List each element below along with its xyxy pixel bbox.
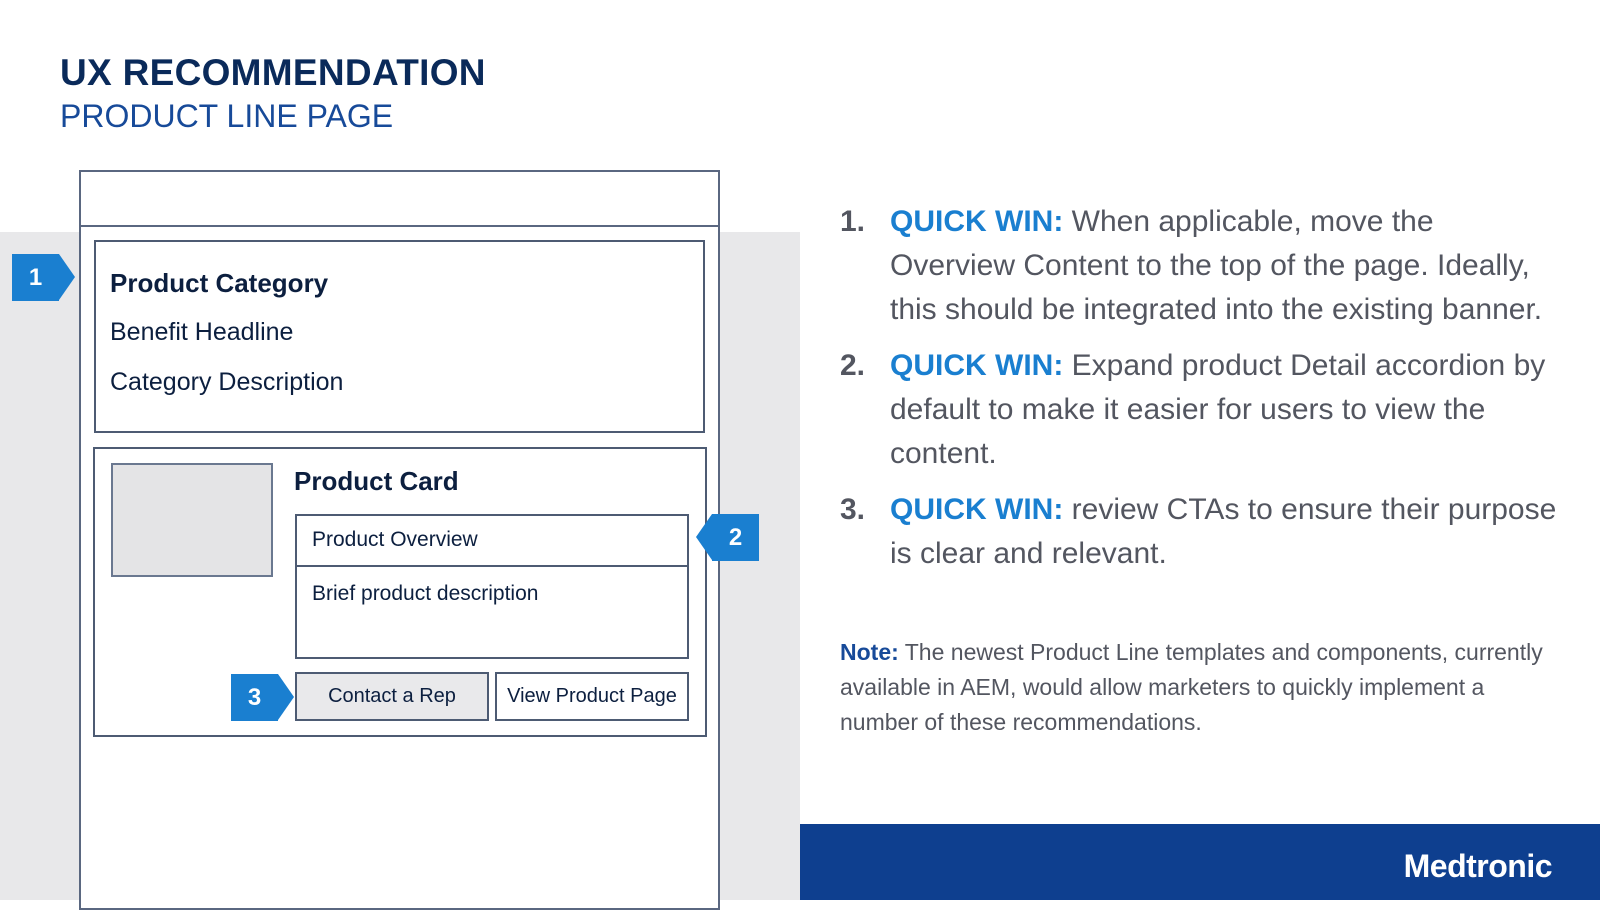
slide-subtitle: PRODUCT LINE PAGE: [60, 98, 394, 134]
callout-marker-3: 3: [231, 674, 278, 721]
benefit-headline: Benefit Headline: [110, 318, 294, 346]
recommendation-item: [840, 488, 1560, 576]
accordion-divider: [297, 565, 687, 567]
slide-title: UX RECOMMENDATION: [60, 52, 486, 93]
callout-marker-2: 2: [712, 514, 759, 561]
product-image-placeholder: [111, 463, 273, 577]
quick-win-tag: QUICK WIN:: [890, 205, 1064, 238]
category-description: Category Description: [110, 368, 344, 396]
product-card-title: Product Card: [294, 466, 459, 496]
recommendation-number: 1.: [840, 205, 866, 238]
view-product-page-button[interactable]: View Product Page: [495, 672, 689, 721]
callout-marker-1: 1: [12, 254, 59, 301]
recommendation-item: [840, 200, 1560, 332]
wireframe-header: [81, 172, 718, 227]
recommendation-number: 3.: [840, 493, 866, 526]
recommendation-list: [840, 200, 1560, 588]
recommendation-text: Expand product Detail accordion by default to make it easier for users to view the content.: [890, 349, 1546, 470]
product-overview-label: Product Overview: [312, 528, 478, 551]
recommendation-number: 2.: [840, 349, 866, 382]
medtronic-logo: Medtronic: [1403, 848, 1552, 884]
recommendation-text: review CTAs to ensure their purpose is clear and relevant.: [890, 493, 1557, 570]
recommendation-item: [840, 344, 1560, 476]
product-category-title: Product Category: [110, 268, 329, 298]
recommendation-text: When applicable, move the Overview Content to the top of the page. Ideally, this should be integrated into the existing banner.: [890, 205, 1543, 326]
brief-product-description: Brief product description: [312, 582, 539, 605]
contact-rep-button[interactable]: Contact a Rep: [295, 672, 489, 721]
quick-win-tag: QUICK WIN:: [890, 493, 1064, 526]
note-paragraph: [840, 635, 1560, 740]
quick-win-tag: QUICK WIN:: [890, 349, 1064, 382]
note-label: Note:: [840, 639, 899, 665]
footer-bar: [800, 824, 1600, 900]
note-text: The newest Product Line templates and components, currently available in AEM, would allow marketers to quickly implement a number of these recommendations.: [840, 639, 1543, 735]
